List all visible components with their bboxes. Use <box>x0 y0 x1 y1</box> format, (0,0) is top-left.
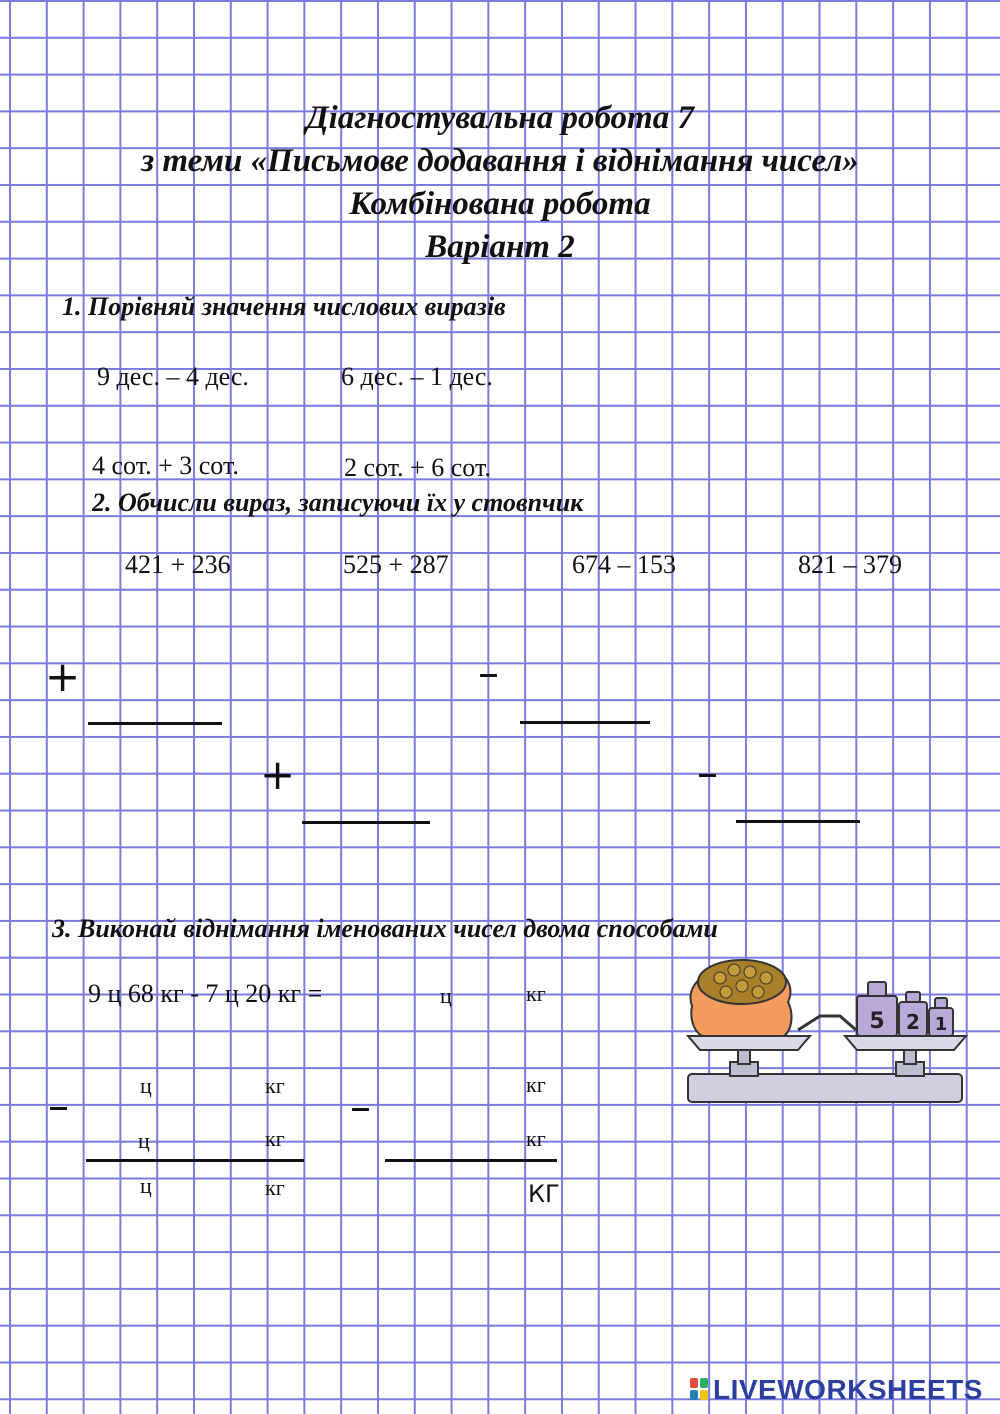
task2-expression: 821 – 379 <box>798 550 902 579</box>
task3-equation: 9 ц 68 кг - 7 ц 20 кг = <box>88 979 323 1008</box>
header-topic: з теми «Письмове додавання і віднімання чисел» <box>141 143 859 179</box>
task1-expression: 4 сот. + 3 сот. <box>92 451 239 480</box>
unit-label: КГ <box>528 1180 560 1208</box>
unit-label: кг <box>265 1073 285 1098</box>
unit-label: ц <box>138 1128 150 1153</box>
unit-label: кг <box>265 1126 285 1151</box>
task1-expression: 6 дес. – 1 дес. <box>341 362 493 391</box>
answer-line[interactable] <box>86 1159 304 1162</box>
unit-label: кг <box>526 1126 546 1151</box>
scale-pan-right <box>845 1036 966 1050</box>
task2-expression: 674 – 153 <box>572 550 676 579</box>
minus-sign: – <box>697 748 718 797</box>
plus-sign: + <box>260 750 296 799</box>
liveworksheets-logo <box>690 1374 983 1406</box>
answer-line[interactable] <box>520 721 650 724</box>
header-type: Комбінована робота <box>349 186 651 222</box>
minus-sign: – <box>350 1082 371 1131</box>
weight-label: 1 <box>934 1014 948 1035</box>
header-title: Діагностувальна робота 7 <box>306 100 694 136</box>
unit-label: кг <box>265 1175 285 1200</box>
weight-label: 5 <box>869 1009 885 1034</box>
task2-expression: 421 + 236 <box>125 550 231 579</box>
unit-label: ц <box>440 983 452 1008</box>
answer-line[interactable] <box>385 1159 557 1162</box>
scale-beam <box>798 1016 856 1030</box>
scale-illustration <box>680 950 970 1110</box>
task2-title: 2. Обчисли вираз, записуючи їх у стовпчик <box>92 488 584 517</box>
answer-line[interactable] <box>736 820 860 823</box>
minus-sign: – <box>478 648 499 697</box>
unit-label: ц <box>140 1073 152 1098</box>
answer-line[interactable] <box>88 722 222 725</box>
unit-label: кг <box>526 1072 546 1097</box>
answer-line[interactable] <box>302 821 430 824</box>
logo-icon <box>690 1378 710 1402</box>
minus-sign: – <box>48 1081 69 1130</box>
unit-label: кг <box>526 981 546 1006</box>
logo-text: LIVEWORKSHEETS <box>713 1374 983 1405</box>
task2-expression: 525 + 287 <box>343 550 449 579</box>
task1-title: 1. Порівняй значення числових виразів <box>62 292 506 321</box>
task3-title: 3. Виконай віднімання іменованих чисел двома способами <box>52 914 718 943</box>
task1-expression: 9 дес. – 4 дес. <box>97 362 249 391</box>
scale-pan-left <box>688 1036 810 1050</box>
weight-label: 2 <box>906 1010 920 1034</box>
plus-sign: + <box>45 652 81 701</box>
unit-label: ц <box>140 1173 152 1198</box>
task1-expression: 2 сот. + 6 сот. <box>344 453 491 482</box>
header-variant: Варіант 2 <box>425 229 575 265</box>
scale-base <box>688 1074 962 1102</box>
